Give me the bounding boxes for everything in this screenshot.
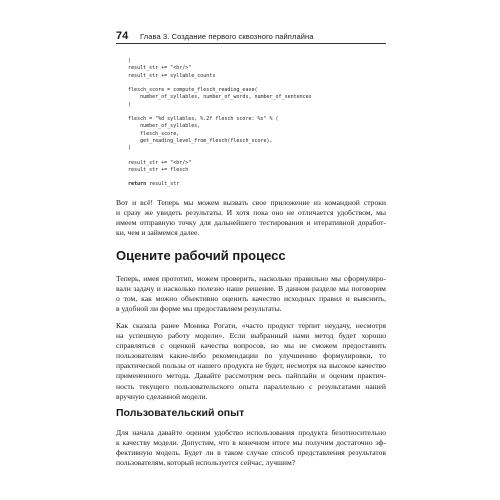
text-line: на успешную работу модели». Если выбранный нами метод будет хорошо — [116, 331, 386, 341]
text-line: примененного метода. Давайте рассмотрим весь пайплайн и оценим практич- — [116, 371, 386, 381]
code-line: number_of_syllables, number_of_words, number_of_sentences — [116, 94, 312, 101]
code-line: flesch_score = compute_flesch_reading_ease( — [116, 87, 258, 93]
text-line: Для начала давайте оценим удобство использования продукта безотносительно — [116, 428, 386, 437]
code-line: ) — [116, 145, 132, 151]
text-line: в удобной ли форме мы предоставляем результаты. — [116, 304, 282, 314]
paragraph-prototype — [116, 274, 386, 314]
subsection-heading: Пользовательский опыт — [116, 407, 245, 419]
code-listing — [116, 58, 386, 189]
text-line: Как сказала ранее Моника Рогати, «часто продукт терпит неудачу, несмотря — [116, 321, 386, 330]
paragraph-user-experience — [116, 428, 386, 468]
text-line: пользователям, который используется сейчас, лучшим? — [116, 458, 296, 468]
code-line: get_reading_level_from_flesch(flesch_score), — [116, 137, 273, 144]
code-line: ) — [116, 58, 132, 64]
text-line: ки, чем и займемся далее. — [116, 228, 200, 238]
text-line: Вот и всё! Теперь мы можем вызвать свое приложение из командной строки — [116, 198, 386, 207]
header-divider — [116, 43, 386, 44]
page-number: 74 — [116, 30, 129, 42]
section-heading: Оцените рабочий процесс — [116, 248, 286, 263]
code-line: result_str += "<br/>" — [116, 65, 192, 72]
text-line: о том, как можно объективно оценить качество исходных правил и выяснить, — [116, 294, 386, 304]
text-line: вручную сделанной модели. — [116, 391, 208, 401]
code-line: return result_str — [128, 181, 180, 188]
code-line: result_str += flesch — [116, 166, 189, 173]
code-line: number_of_syllables, — [116, 123, 201, 130]
text-line: пользователям какие-либо рекомендации по улучшению формулировки, то — [116, 351, 386, 361]
code-line: flesch = "%d syllables, %.2f flesch score: %s" % ( — [116, 116, 279, 122]
code-line: result_str += "<br/>" — [116, 159, 192, 166]
code-line: result_str += syllable_counts — [116, 72, 216, 79]
text-line: справляться с оценкой качества вопросов, но мы не сможем предоставить — [116, 341, 386, 351]
paragraph-rogati-quote — [116, 321, 386, 402]
text-line: фективную модель. Будет ли в таком случае способ представления результатов — [116, 448, 386, 458]
code-line: ) — [116, 101, 132, 108]
text-line: вали задачу и насколько полезно наше решение. В данном разделе мы поговорим — [116, 284, 386, 294]
text-line: Теперь, имея прототип, можем проверить, насколько правильно мы сформулиро- — [116, 274, 386, 283]
text-line: ность текущего пользовательского опыта параллельно с результатами нашей — [116, 381, 386, 391]
paragraph-intro-result — [116, 198, 386, 238]
text-line: практической пользы от нашего продукта не будет, несмотря на высокое качество — [116, 361, 386, 371]
code-line: flesch_score, — [116, 130, 180, 137]
chapter-title: Глава 3. Создание первого сквозного пайплайна — [140, 32, 314, 41]
text-line: и сразу же увидеть результаты. И хотя пока оно не отличается удобством, мы — [116, 208, 386, 218]
text-line: к качеству модели. Допустим, что в конечном итоге мы получим достаточно эф- — [116, 438, 386, 448]
text-line: имеем отправную точку для дальнейшего тестирования и итеративной доработ- — [116, 218, 386, 228]
